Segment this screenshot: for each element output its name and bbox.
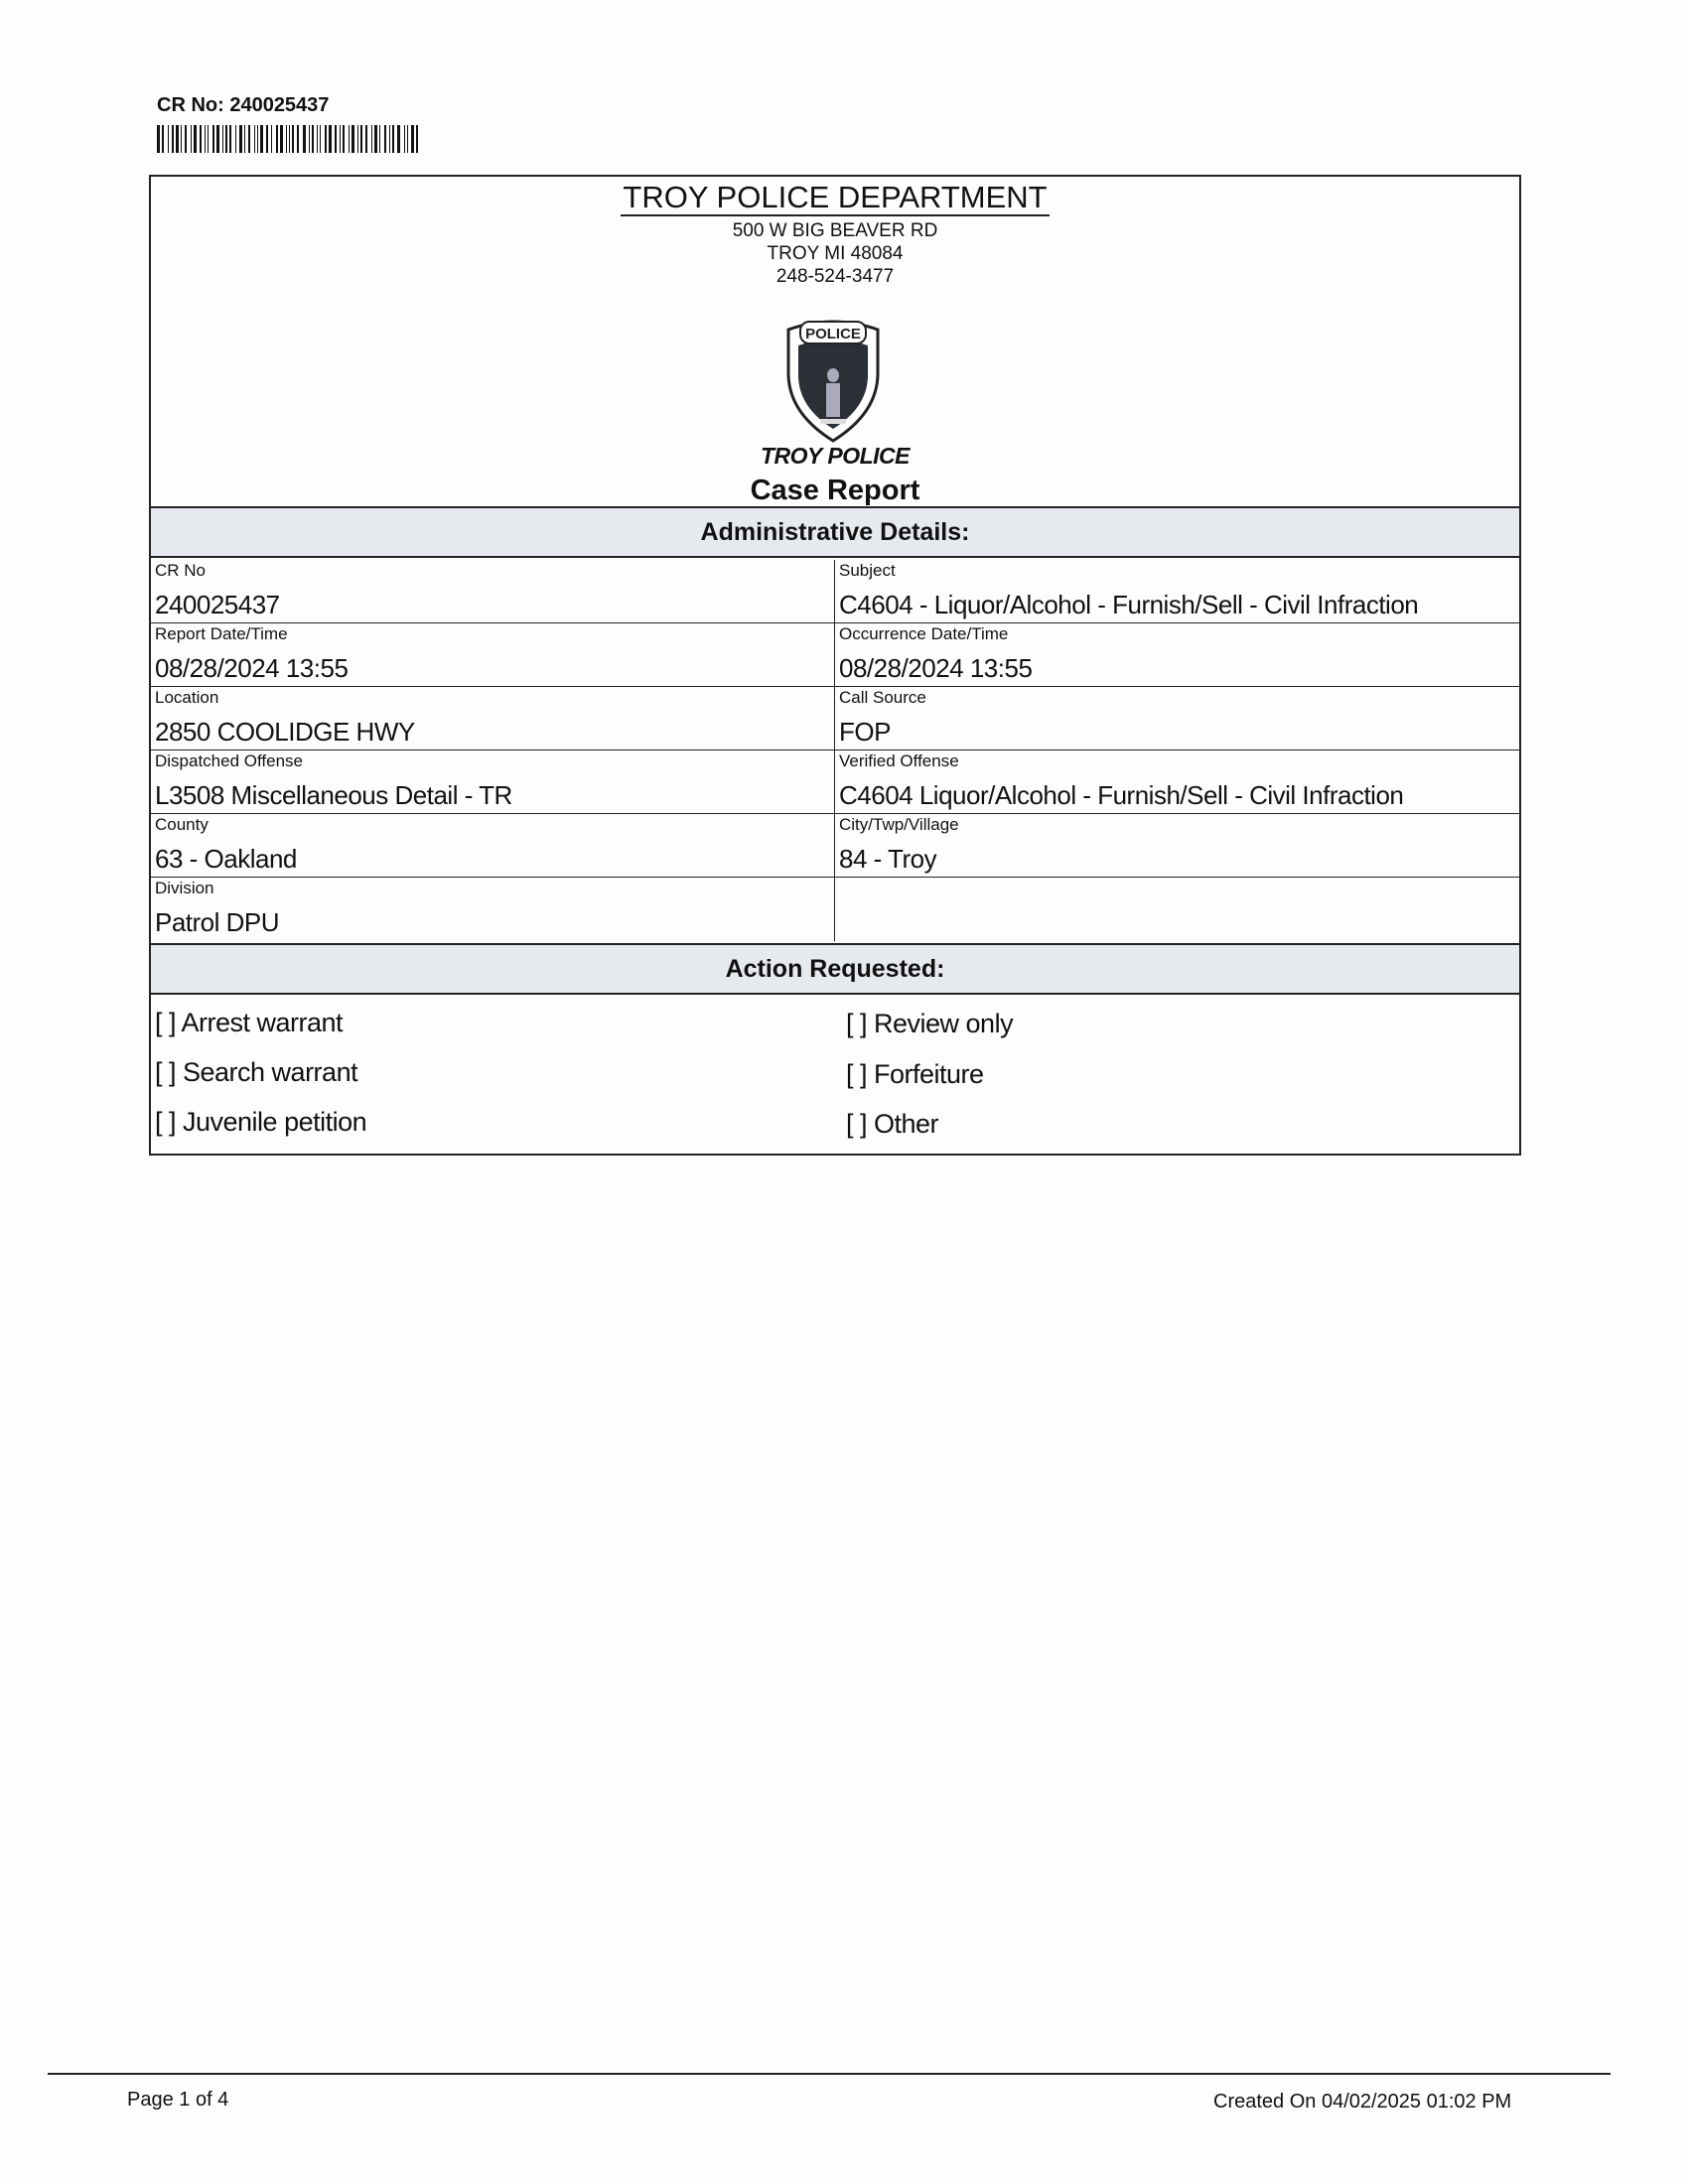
case-report-form <box>149 175 1521 1156</box>
department-name: TROY POLICE DEPARTMENT <box>623 180 1048 214</box>
field-label: Report Date/Time <box>155 624 288 643</box>
field-value: Patrol DPU <box>155 907 280 937</box>
field-label: Call Source <box>839 688 926 707</box>
action-arrest-warrant: [ ] Arrest warrant <box>155 1008 344 1037</box>
field-value: 240025437 <box>155 590 280 619</box>
field-label: City/Twp/Village <box>839 815 959 834</box>
page-title: Case Report <box>750 475 920 506</box>
footer-divider <box>48 2073 1611 2075</box>
field-value: 08/28/2024 13:55 <box>155 653 349 683</box>
field-label: Verified Offense <box>839 751 959 770</box>
phone-number: 248-524-3477 <box>775 266 895 287</box>
action-requested-list <box>151 996 1519 1155</box>
action-requested-heading: Action Requested: <box>151 943 1519 995</box>
field-value: 63 - Oakland <box>155 844 297 874</box>
field-value: C4604 Liquor/Alcohol - Furnish/Sell - Civil Infraction <box>839 780 1404 810</box>
field-label: Location <box>155 688 219 707</box>
police-badge-icon <box>780 316 886 445</box>
action-other: [ ] Other <box>846 1109 939 1139</box>
page-number: Page 1 of 4 <box>127 2089 229 2111</box>
table-row <box>151 687 1519 751</box>
table-row <box>151 878 1519 941</box>
field-value: C4604 - Liquor/Alcohol - Furnish/Sell - Civil Infraction <box>839 590 1419 619</box>
action-review-only: [ ] Review only <box>846 1009 1014 1038</box>
field-label: Subject <box>839 561 896 580</box>
field-value: 2850 COOLIDGE HWY <box>155 717 415 747</box>
field-value: 84 - Troy <box>839 844 937 874</box>
address-line-1: 500 W BIG BEAVER RD <box>732 220 938 241</box>
field-value: FOP <box>839 717 891 747</box>
field-label: County <box>155 815 209 834</box>
address-line-2: TROY MI 48084 <box>767 243 904 264</box>
table-row <box>151 751 1519 814</box>
field-label: Occurrence Date/Time <box>839 624 1009 643</box>
field-label: Dispatched Offense <box>155 751 303 770</box>
admin-details-heading: Administrative Details: <box>151 506 1519 558</box>
table-row <box>151 560 1519 623</box>
report-header <box>151 177 1519 506</box>
field-value: 08/28/2024 13:55 <box>839 653 1033 683</box>
action-search-warrant: [ ] Search warrant <box>155 1057 358 1087</box>
svg-text:POLICE: POLICE <box>805 326 861 342</box>
cr-number-header: CR No: 240025437 <box>157 94 330 116</box>
table-row <box>151 623 1519 687</box>
field-label: CR No <box>155 561 207 580</box>
created-timestamp: Created On 04/02/2025 01:02 PM <box>1213 2091 1512 2113</box>
table-row <box>151 814 1519 878</box>
barcode <box>157 125 423 153</box>
field-value: L3508 Miscellaneous Detail - TR <box>155 780 512 810</box>
brand-name: TROY POLICE <box>761 443 910 469</box>
action-forfeiture: [ ] Forfeiture <box>846 1059 984 1089</box>
action-juvenile-petition: [ ] Juvenile petition <box>155 1107 367 1137</box>
field-label: Division <box>155 879 214 897</box>
